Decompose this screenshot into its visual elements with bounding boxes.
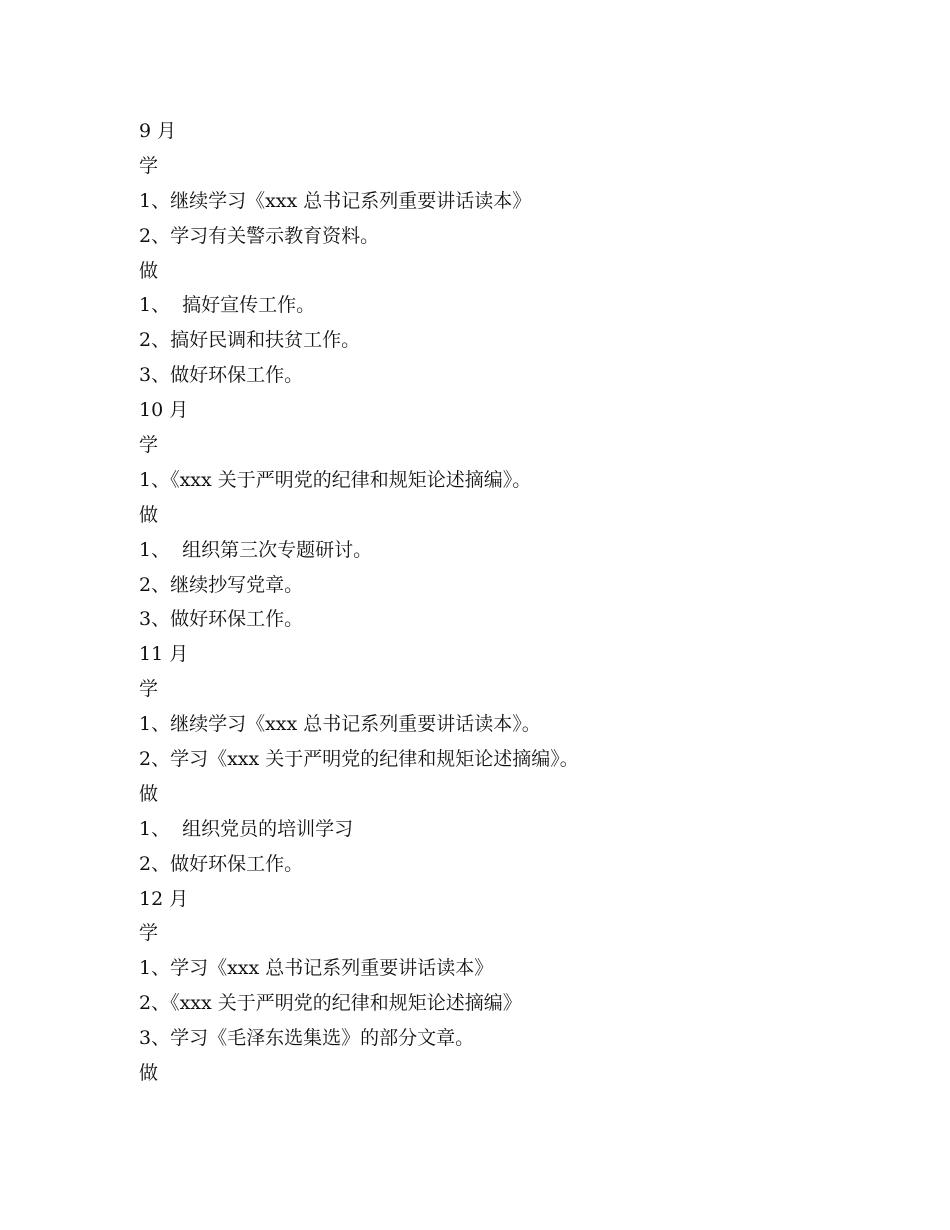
- list-item: 1、继续学习《xxx 总书记系列重要讲话读本》。: [139, 713, 541, 736]
- list-item: 1、学习《xxx 总书记系列重要讲话读本》: [139, 957, 494, 980]
- month-heading-december: 12 月: [139, 887, 189, 910]
- list-item: 2、继续抄写党章。: [139, 573, 304, 596]
- month-heading-october: 10 月: [139, 399, 189, 422]
- section-label-study: 学: [139, 154, 159, 177]
- list-item: 3、做好环保工作。: [139, 364, 304, 387]
- list-item: 2、学习有关警示教育资料。: [139, 224, 380, 247]
- list-item: 2、做好环保工作。: [139, 852, 304, 875]
- list-item: 1、 组织党员的培训学习: [139, 817, 354, 840]
- list-item: 1、 搞好宣传工作。: [139, 294, 316, 317]
- section-label-do: 做: [139, 1062, 159, 1085]
- section-label-study: 学: [139, 434, 159, 457]
- list-item: 2、《xxx 关于严明党的纪律和规矩论述摘编》: [139, 992, 522, 1015]
- list-item: 1、 组织第三次专题研讨。: [139, 538, 373, 561]
- list-item: 2、搞好民调和扶贫工作。: [139, 329, 361, 352]
- list-item: 1、继续学习《xxx 总书记系列重要讲话读本》: [139, 189, 532, 212]
- section-label-do: 做: [139, 259, 159, 282]
- month-heading-september: 9 月: [139, 120, 177, 142]
- document-body: [139, 114, 899, 1091]
- list-item: 2、学习《xxx 关于严明党的纪律和规矩论述摘编》。: [139, 748, 579, 771]
- section-label-do: 做: [139, 782, 159, 805]
- section-label-study: 学: [139, 678, 159, 701]
- section-label-do: 做: [139, 503, 159, 526]
- section-label-study: 学: [139, 922, 159, 945]
- list-item: 1、《xxx 关于严明党的纪律和规矩论述摘编》。: [139, 468, 532, 491]
- list-item: 3、做好环保工作。: [139, 608, 304, 631]
- list-item: 3、学习《毛泽东选集选》的部分文章。: [139, 1027, 475, 1050]
- month-heading-november: 11 月: [139, 643, 189, 666]
